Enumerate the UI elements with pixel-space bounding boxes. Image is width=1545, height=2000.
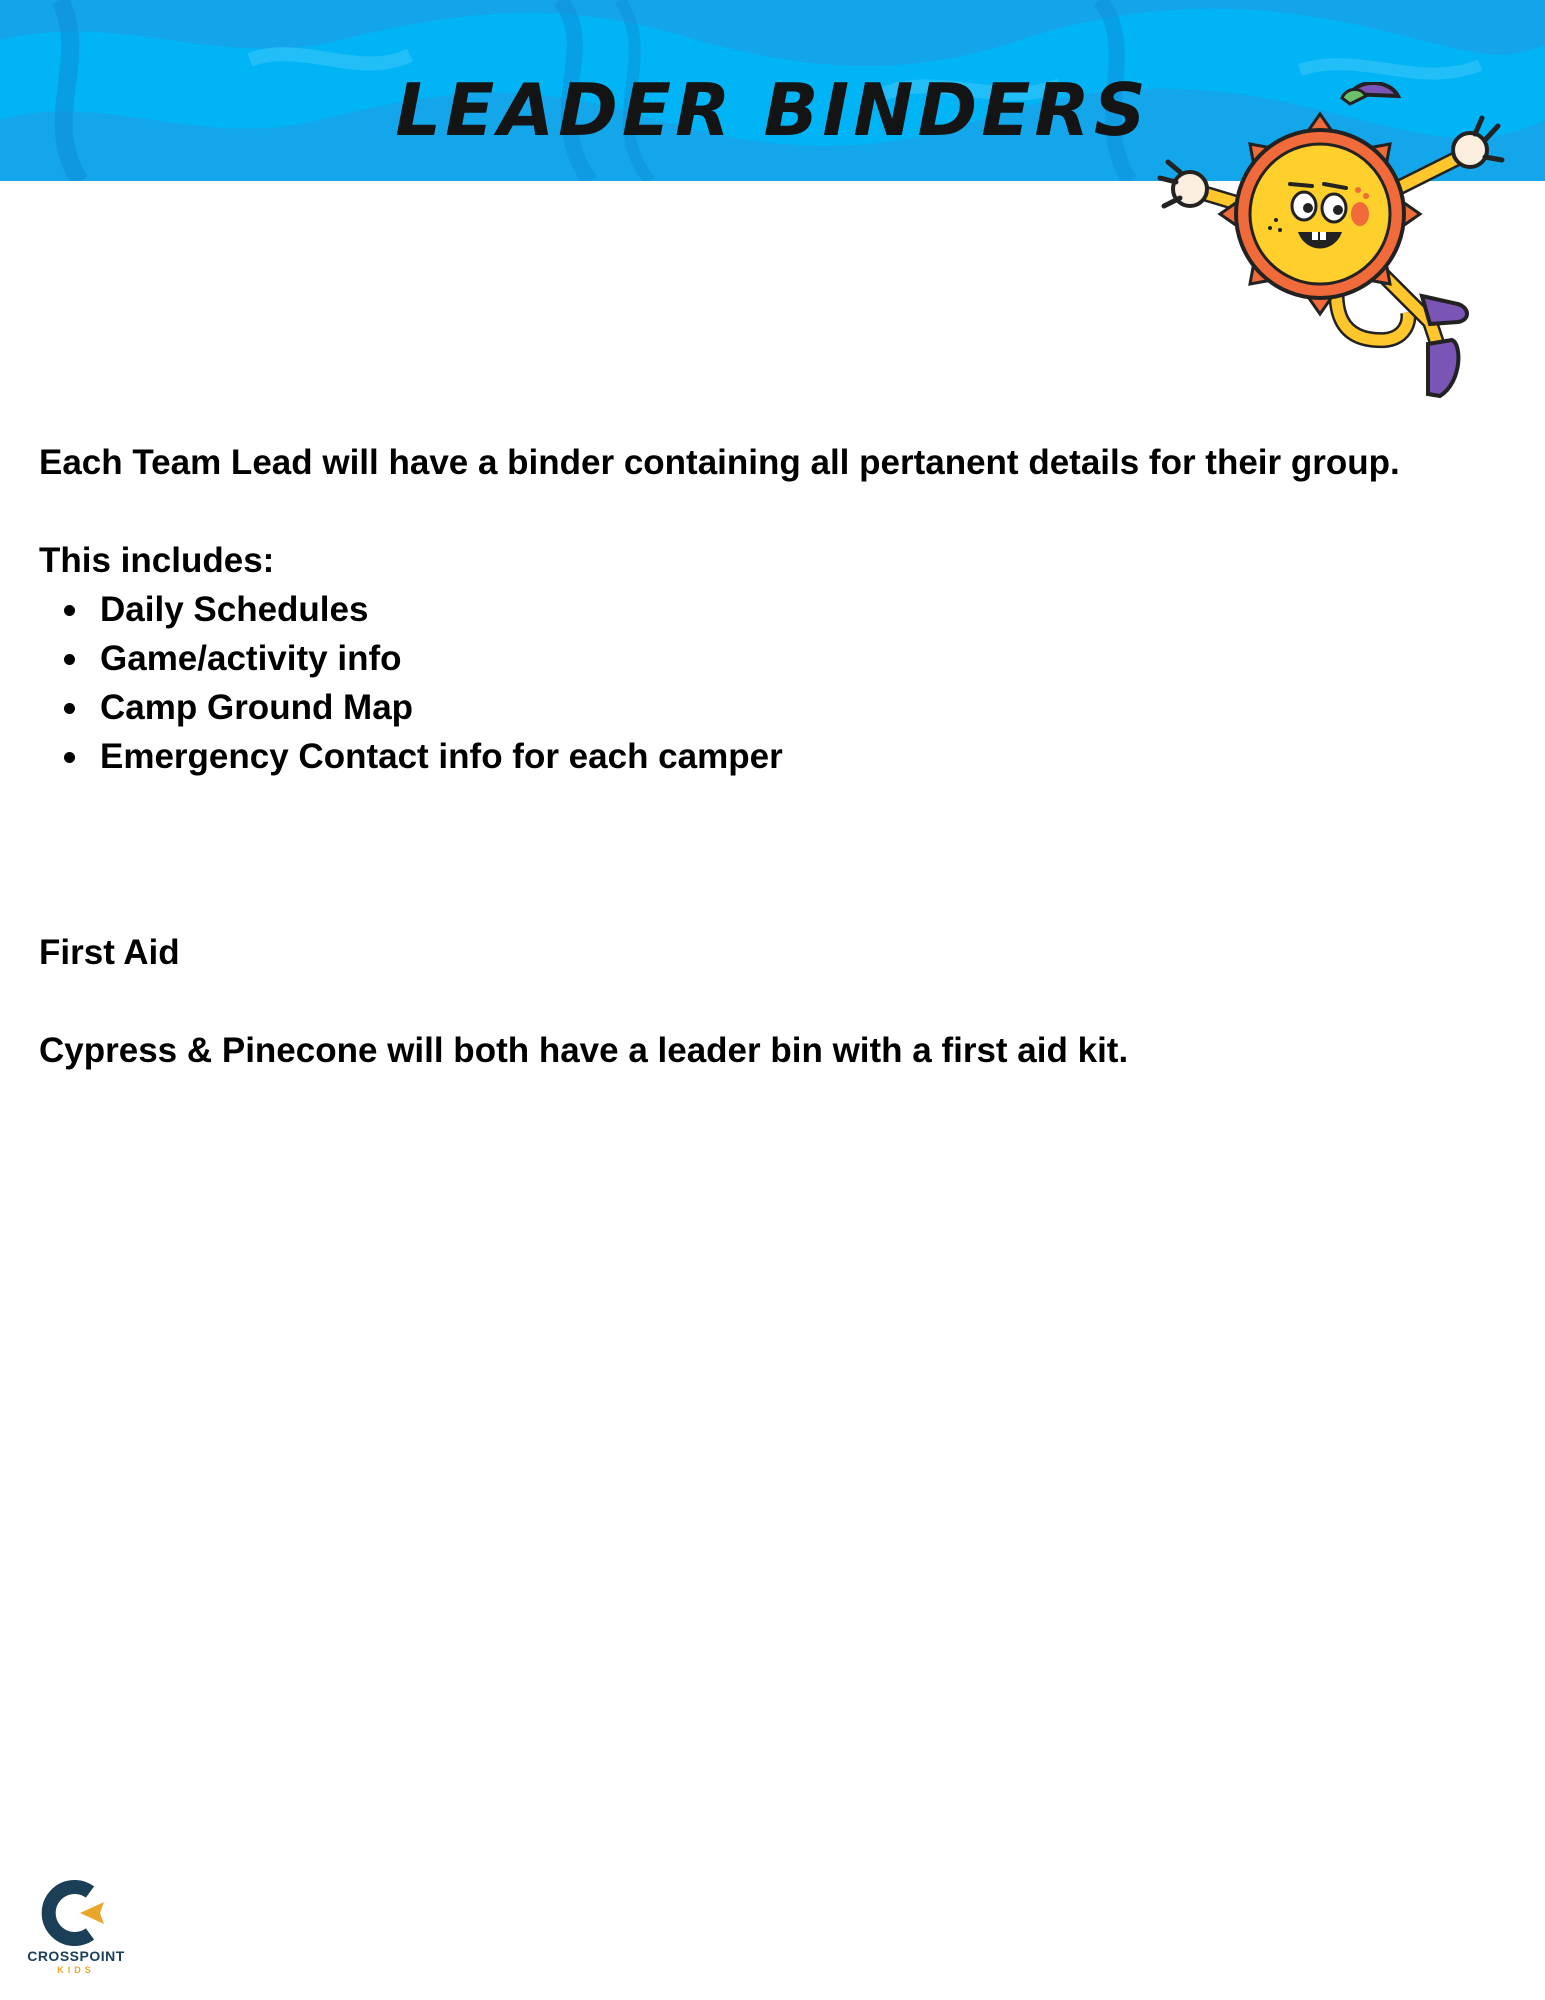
bullet-icon xyxy=(64,752,75,763)
includes-list xyxy=(39,585,1509,781)
first-aid-text: Cypress & Pinecone will both have a leader bin with a first aid kit. xyxy=(39,1031,1129,1070)
bullet-icon xyxy=(64,654,75,665)
main-content xyxy=(39,438,1509,1075)
crosspoint-logo xyxy=(20,1880,132,1980)
bullet-icon xyxy=(64,605,75,616)
includes-heading: This includes: xyxy=(39,541,275,580)
list-item: Daily Schedules xyxy=(100,585,1509,634)
list-item: Game/activity info xyxy=(100,634,1509,683)
bullet-icon xyxy=(64,703,75,714)
first-aid-heading: First Aid xyxy=(39,933,180,972)
intro-text: Each Team Lead will have a binder containing all pertanent details for their group. xyxy=(39,443,1400,482)
sun-mascot-icon xyxy=(1140,82,1510,412)
list-item: Camp Ground Map xyxy=(100,683,1509,732)
logo-wordmark: CROSSPOINT xyxy=(27,1948,125,1964)
logo-subword: KIDS xyxy=(57,1965,95,1975)
page-title: LEADER BINDERS xyxy=(395,68,1150,152)
list-item: Emergency Contact info for each camper xyxy=(100,732,1509,781)
crosspoint-c-icon xyxy=(20,1880,132,1946)
